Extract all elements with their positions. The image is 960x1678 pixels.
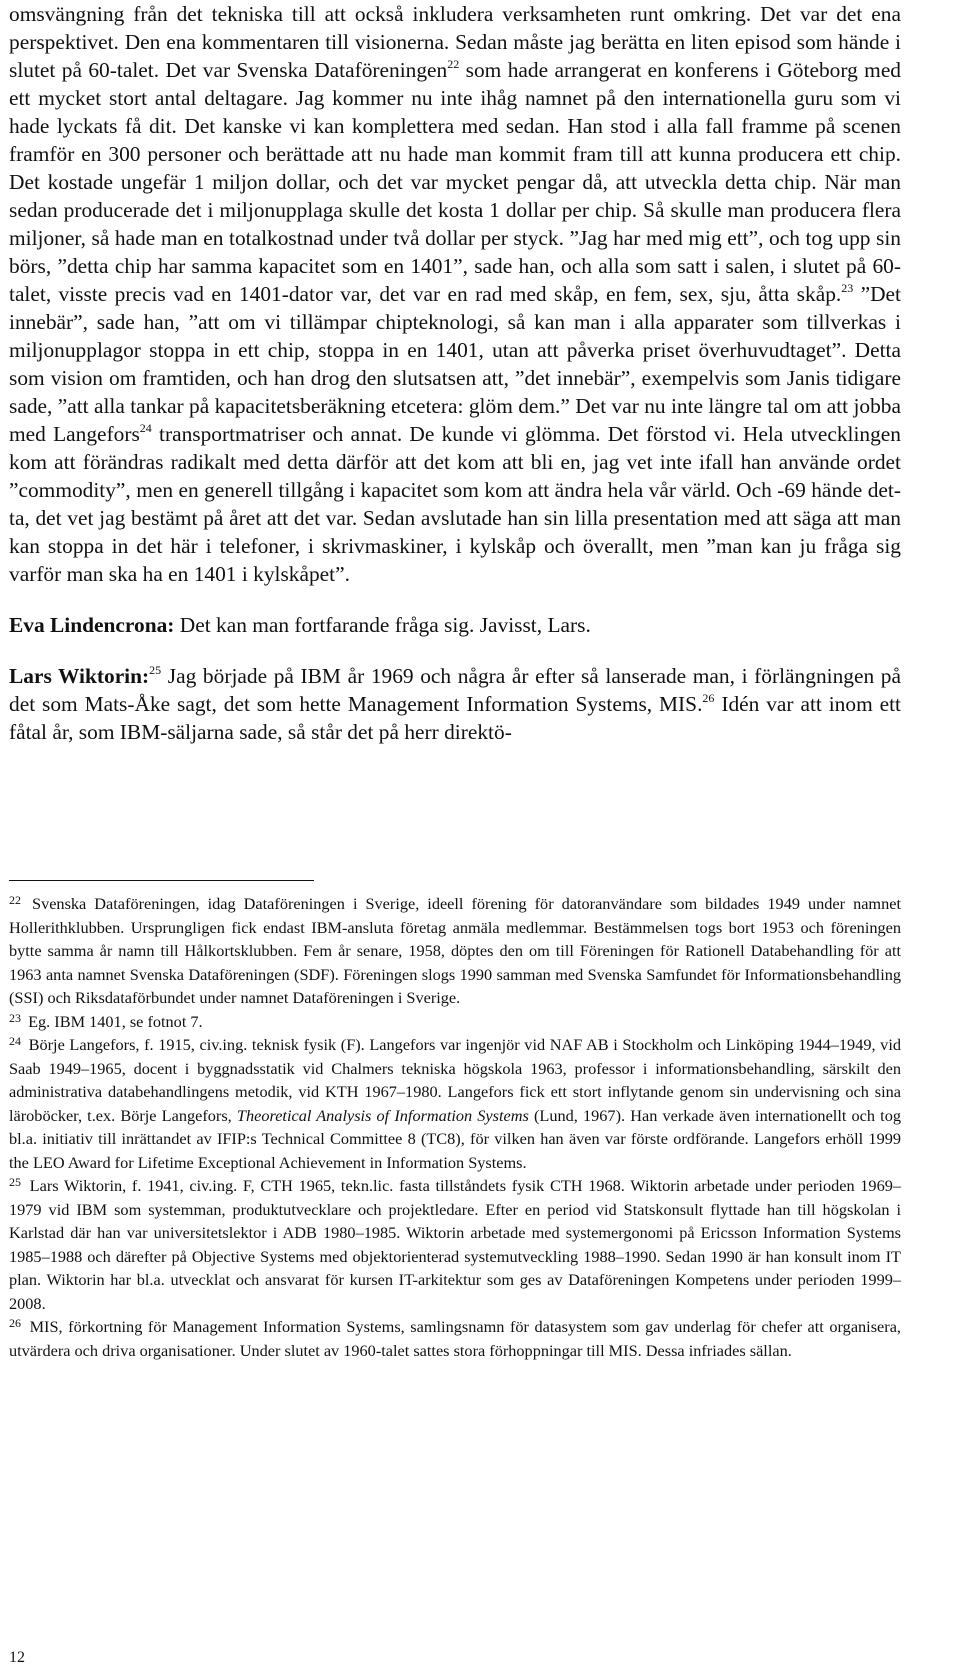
paragraph-lars bbox=[9, 662, 901, 746]
paragraph-1 bbox=[9, 0, 901, 588]
paragraph-gap bbox=[9, 639, 901, 662]
footnote-ref-22[interactable]: 22 bbox=[447, 57, 460, 71]
footnote-25 bbox=[9, 1174, 901, 1315]
footnote-ref-25[interactable]: 25 bbox=[149, 663, 162, 677]
footnotes bbox=[9, 892, 901, 1362]
text-span: Börje Langefors, f. 1915, civ.ing. teknisk fysik (F). Langefors var ingenjör vid NAF AB i Stockholm och Linköping 1944–1949, vid Saab 1949–1965, docent i byggnadsstatik vid Chalmers tekniska högskola 1963, professor i informationsbehandling, särskilt den administrativa databehandlingens metodik, vid KTH 1967–1980. Langefors fick ett stort inflytande genom sin undervisning och sina läroböcker, t.ex. Börje Langefors, bbox=[9, 1035, 901, 1125]
text-span: som hade arrangerat en konferens i Göteborg med ett mycket stort antal deltagare. Jag kommer nu inte ihåg namnet på den internationella guru som vi hade lyckats få dit. Det kanske vi kan komplettera med sedan. Han stod i alla fall framme på scenen framför en 300 personer och berättade att nu hade man kommit fram till att kunna producera ett chip. Det kostade ungefär 1 miljon dollar, och det var mycket pengar då, att utveckla detta chip. När man sedan producerade det i miljonupplaga skulle det kosta 1 dollar per chip. Så skulle man producera flera miljoner, så hade man en totalkostnad under två dollar per styck. ”Jag har med mig ett”, och tog upp sin börs, ”detta chip har samma kapacitet som en 1401”, sade han, och alla som satt i salen, i slutet på 60-talet, visste precis vad en 1401-dator var, det var en rad med skåp, en fem, sex, sju, åtta skåp. bbox=[9, 58, 902, 306]
text-span: (Lund, 1967). Han verkade även internationellt och tog bl.a. initiativ till inrättandet av IFIP:s Technical Committee 8 (TC8), för vilken han även var förste ordförande. Langefors erhöll 1999 the LEO Award for Lifetime Exceptional Achievement in Information Systems. bbox=[9, 1105, 901, 1172]
footnote-number: 22 bbox=[9, 893, 21, 907]
page-number: 12 bbox=[9, 1649, 25, 1666]
footnote-24 bbox=[9, 1033, 901, 1174]
paragraph-eva bbox=[9, 611, 901, 639]
text-span: omsvängning från det tekniska till att också inkludera verksamheten runt omkring. Det var det ena perspektivet. Den ena kommentaren till visionerna. Sedan måste jag berätta en liten episod som hände i slutet på 60-talet. Det var Svenska Dataföreningen bbox=[9, 2, 901, 82]
footnote-ref-24[interactable]: 24 bbox=[139, 421, 152, 435]
footnote-number: 26 bbox=[9, 1316, 21, 1330]
text-span: Det kan man fortfarande fråga sig. Javisst, Lars. bbox=[174, 613, 591, 637]
text-span: Idén var att inom ett fåtal år, som IBM-säljarna sade, så står det på herr direktö- bbox=[9, 692, 901, 744]
text-span: Lars Wiktorin, f. 1941, civ.ing. F, CTH 1965, tekn.lic. fasta tillståndets fysik CTH 1968. Wiktorin arbetade under perioden 1969–1979 vid IBM som systemman, produktutvecklare och projektledare. Efter en period vid Statskonsult flyttade han till högskolan i Karlstad där han var universitetslektor i ADB 1980–1985. Wiktorin arbetade med systemergonomi på Ericsson Information Systems 1985–1988 och därefter på Objective Systems med objektorienterad systemutveckling 1988–1990. Sedan 1990 är han konsult inom IT plan. Wiktorin har bl.a. utvecklat och ansvarat för kursen IT-arkitektur som ges av Dataföreningen Kompetens under perioden 1999–2008. bbox=[9, 1176, 901, 1313]
footnote-ref-26[interactable]: 26 bbox=[702, 691, 715, 705]
footnote-23 bbox=[9, 1010, 901, 1034]
footnote-22 bbox=[9, 892, 901, 1010]
footnote-number: 23 bbox=[9, 1010, 21, 1025]
text-span: transportmatriser och annat. De kunde vi glömma. Det förstod vi. Hela utvecklingen kom att förändras radikalt med detta därför att det kom att bli en, jag vet inte ifall han använde ordet ”commodity”, men en generell tillgång i kapacitet som kom att ändra hela vår värld. Och -69 hände detta, det vet jag bestämt på året att det var. Sedan avslutade han sin lilla presentation med att säga att man kan stoppa in det här i telefoner, i skrivmaskiner, i kylskåp och överallt, men ”man kan ju fråga sig varför man ska ha en 1401 i kylskåpet”. bbox=[9, 422, 901, 586]
text-span: Jag började på IBM år 1969 och några år efter så lanserade man, i förlängningen på det som Mats-Åke sagt, det som hette Management Information Systems, MIS. bbox=[9, 664, 901, 716]
text-span: MIS, förkortning för Management Information Systems, samlingsnamn för datasystem som gav underlag för chefer att organisera, utvärdera och driva organisationer. Under slutet av 1960-talet sattes stora förhoppningar till MIS. Dessa infriades sällan. bbox=[9, 1317, 901, 1360]
paragraph-gap bbox=[9, 588, 901, 611]
text-span: Svenska Dataföreningen, idag Dataföreningen i Sverige, ideell förening för datoranvändare som bildades 1949 under namnet Hollerithklubben. Ursprungligen fick endast IBM-ansluta företag anmäla medlemmar. Bestämmelsen togs bort 1953 och föreningen bytte samma år namn till Hålkortsklubben. Fem år senare, 1958, döptes den om till Föreningen för Rationell Databehandling för att 1963 anta namnet Svenska Dataföreningen (SDF). Föreningen slogs 1990 samman med Svenska Samfundet för Informationsbehandling (SSI) och Riksdataförbundet under namnet Dataföreningen i Sverige. bbox=[9, 894, 901, 1007]
text-span: ”Det innebär”, sade han, ”att om vi tillämpar chipteknologi, så kan man i alla apparater som tillverkas i miljonupplagor stoppa in ett chip, stoppa in en 1401, utan att påverka priset överhuvudtaget”. Detta som vision om framtiden, och han drog den slutsatsen att, ”det innebär”, exempelvis som Janis tidigare sade, ”att alla tankar på kapacitetsberäkning etcetera: glöm dem.” Det var nu inte längre tal om att jobba med Langefors bbox=[9, 282, 901, 446]
text-span: Eg. IBM 1401, se fotnot 7. bbox=[24, 1011, 203, 1031]
book-title: Theoretical Analysis of Information Systems bbox=[236, 1105, 529, 1125]
footnote-number: 24 bbox=[9, 1034, 21, 1048]
speaker-name: Eva Lindencrona: bbox=[9, 613, 175, 637]
footnote-ref-23[interactable]: 23 bbox=[841, 281, 854, 295]
main-text bbox=[9, 0, 901, 746]
footnote-number: 25 bbox=[9, 1175, 21, 1189]
footnote-26 bbox=[9, 1315, 901, 1362]
speaker-name: Lars Wiktorin: bbox=[9, 664, 150, 688]
footnote-separator bbox=[9, 880, 314, 881]
